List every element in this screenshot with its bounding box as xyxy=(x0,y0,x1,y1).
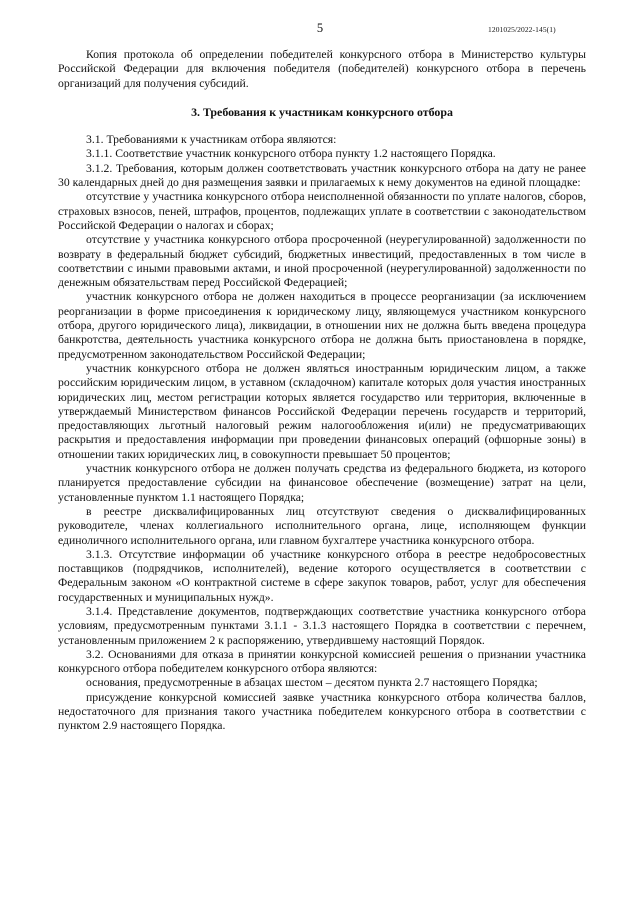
requirement-no-tax-debt: отсутствие у участника конкурсного отбора неисполненной обязанности по уплате налогов, сборов, страховых взносов, пеней, штрафов, процентов, подлежащих уплате в соответствии с законодательством Российской Федерации о налогах и сборах; xyxy=(58,190,586,232)
requirement-no-reorganization: участник конкурсного отбора не должен находиться в процессе реорганизации (за исключением реорганизации в форме присоединения к юридическому лицу, являющемуся участником конкурсного отбора, другого юридического лица), ликвидации, в отношении них не должна быть введена процедура банкротства, деятельность участника конкурсного отбора не должна быть приостановлена в порядке, предусмотренном законодательством Российской Федерации; xyxy=(58,290,586,361)
intro-paragraph: Копия протокола об определении победителей конкурсного отбора в Министерство культуры Российской Федерации для включения победителя (победителей) конкурсного отбора в перечень организаций для получения субсидий. xyxy=(58,48,586,90)
paragraph-3-1-3: 3.1.3. Отсутствие информации об участнике конкурсного отбора в реестре недобросовестных поставщиков (подрядчиков, исполнителей), ведение которого осуществляется в соответствии с Федеральным законом «О контрактной системе в сфере закупок товаров, работ, услуг для обеспечения государственных и муниципальных нужд». xyxy=(58,547,586,604)
requirement-no-federal-funds: участник конкурсного отбора не должен получать средства из федерального бюджета, из которого планируется предоставление субсидии на финансовое обеспечение (возмещение) затрат на цели, установленные пунктом 1.1 настоящего Порядка; xyxy=(58,462,586,504)
paragraph-3-1-4: 3.1.4. Представление документов, подтверждающих соответствие участника конкурсного отбора условиям, предусмотренным пунктами 3.1.1 - 3.1.3 настоящего Порядка в соответствии с перечнем, установленным приложением 2 к распоряжению, утвердившему настоящий Порядок. xyxy=(58,604,586,647)
document-body xyxy=(58,48,586,734)
paragraph-3-1-1: 3.1.1. Соответствие участник конкурсного отбора пункту 1.2 настоящего Порядка. xyxy=(86,147,496,161)
refusal-ground-1: основания, предусмотренные в абзацах шестом – десятом пункта 2.7 настоящего Порядка; xyxy=(86,676,538,690)
page-number: 5 xyxy=(316,21,324,35)
requirement-not-foreign: участник конкурсного отбора не должен являться иностранным юридическим лицом, а также российским юридическим лицом, в уставном (складочном) капитале которых доля участия иностранных юридических лиц, местом регистрации которых является государство или территория, включенные в утверждаемый Министерством финансов Российской Федерации перечень государств и территорий, предоставляющих льготный налоговый режим налогообложения и(или) не предусматривающих раскрытия и предоставления информации при проведении финансовых операций (офшорные зоны) в отношении таких юридических лиц, в совокупности превышает 50 процентов; xyxy=(58,361,586,461)
requirement-no-overdue-debt: отсутствие у участника конкурсного отбора просроченной (неурегулированной) задолженности по возврату в федеральный бюджет субсидий, бюджетных инвестиций, предоставленных в том числе в соответствии с иными правовыми актами, и иной просроченной (неурегулированной) задолженности по денежным обязательствам перед Российской Федерацией; xyxy=(58,233,586,290)
paragraph-3-1: 3.1. Требованиями к участникам отбора являются: xyxy=(86,133,337,147)
section-title: 3. Требования к участникам конкурсного отбора xyxy=(191,104,453,119)
requirement-no-disqualified: в реестре дисквалифицированных лиц отсутствуют сведения о дисквалифицированных руководителе, членах коллегиального исполнительного органа, лице, исполняющем функции единоличного исполнительного органа, или главном бухгалтере участника конкурсного отбора. xyxy=(58,504,586,547)
refusal-ground-2: присуждение конкурсной комиссией заявке участника конкурсного отбора количества баллов, недостаточного для признания такого участника победителем конкурсного отбора в соответствии с пунктом 2.9 настоящего Порядка. xyxy=(58,690,586,733)
paragraph-3-1-2: 3.1.2. Требования, которым должен соответствовать участник конкурсного отбора на дату не ранее 30 календарных дней до дня размещения заявки и прилагаемых к нему документов на единой площадке: xyxy=(58,161,586,190)
document-code: 1201025/2022-145(1) xyxy=(488,25,556,34)
paragraph-3-2: 3.2. Основаниями для отказа в принятии конкурсной комиссией решения о признании участника конкурсного отбора победителем конкурсного отбора являются: xyxy=(58,647,586,676)
